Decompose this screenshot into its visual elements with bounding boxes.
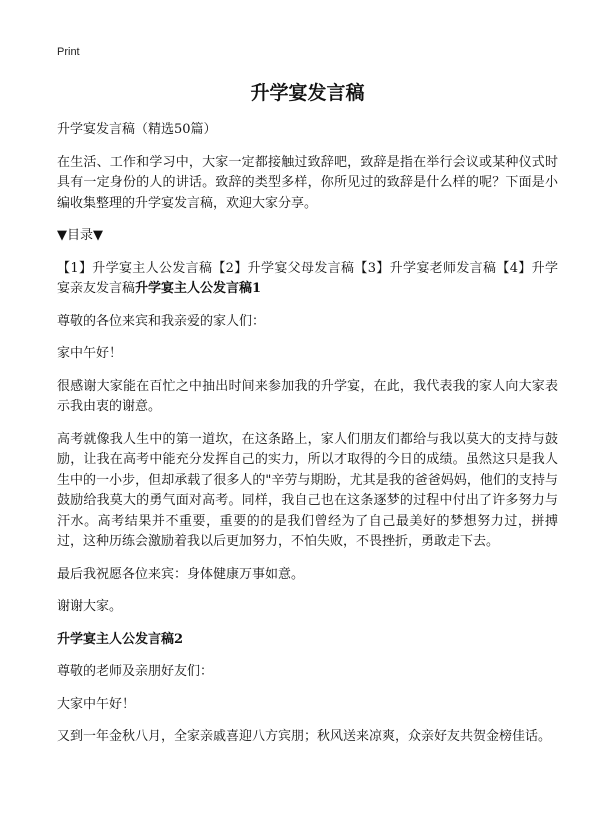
toc-links[interactable]: 【1】升学宴主人公发言稿【2】升学宴父母发言稿【3】升学宴老师发言稿【4】升学宴亲友发言稿: [57, 260, 558, 296]
document-subtitle: 升学宴发言稿（精选50篇）: [57, 122, 217, 137]
intro-paragraph: 在生活、工作和学习中，大家一定都接触过致辞吧，致辞是指在举行会议或某种仪式时具有一定身份的人的讲话。致辞的类型多样，你所见过的致辞是什么样的呢？下面是小编收集整理的升学宴发言稿，欢迎大家分享。: [57, 154, 558, 211]
section1-closing: 谢谢大家。: [57, 599, 123, 614]
section2-paragraph: 又到一年金秋八月，全家亲戚喜迎八方宾朋；秋风送来凉爽，众亲好友共贺金榜佳话。: [57, 729, 552, 744]
section1-heading: 升学宴主人公发言稿1: [135, 281, 262, 296]
table-of-contents: [57, 259, 558, 300]
page-title: 升学宴发言稿: [250, 82, 365, 104]
print-link[interactable]: Print: [57, 46, 80, 58]
section1-paragraph: 最后我祝愿各位来宾：身体健康万事如意。: [57, 566, 305, 582]
section1-paragraph: 高考就像我人生中的第一道坎，在这条路上，家人们朋友们都给与我以莫大的支持与鼓励，让我在高考中能充分发挥自己的实力，所以才取得的今日的成绩。虽然这只是我人生中的一小步，但却承载了很多人的"辛劳与期盼，尤其是我的爸爸妈妈，他们的支持与鼓励给我莫大的勇气面对高考。同样，我自己也在这条逐梦的过程中付出了许多努力与汗水。高考结果并不重要，重要的的是我们曾经为了自己最美好的梦想努力过，拼搏过，这种历练会激励着我以后更加努力，不怕失败，不畏挫折，勇敢走下去。: [57, 431, 558, 549]
section1-greeting: 家中午好！: [57, 346, 123, 361]
toc-heading: ▼目录▼: [57, 228, 103, 243]
section1-salutation: 尊敬的各位来宾和我亲爱的家人们：: [57, 313, 266, 329]
section2-heading: 升学宴主人公发言稿2: [57, 631, 184, 647]
section2-salutation: 尊敬的老师及亲朋好友们：: [57, 664, 214, 679]
section1-paragraph: 很感谢大家能在百忙之中抽出时间来参加我的升学宴，在此，我代表我的家人向大家表示我由衷的谢意。: [57, 378, 558, 414]
section2-greeting: 大家中午好！: [57, 696, 136, 712]
